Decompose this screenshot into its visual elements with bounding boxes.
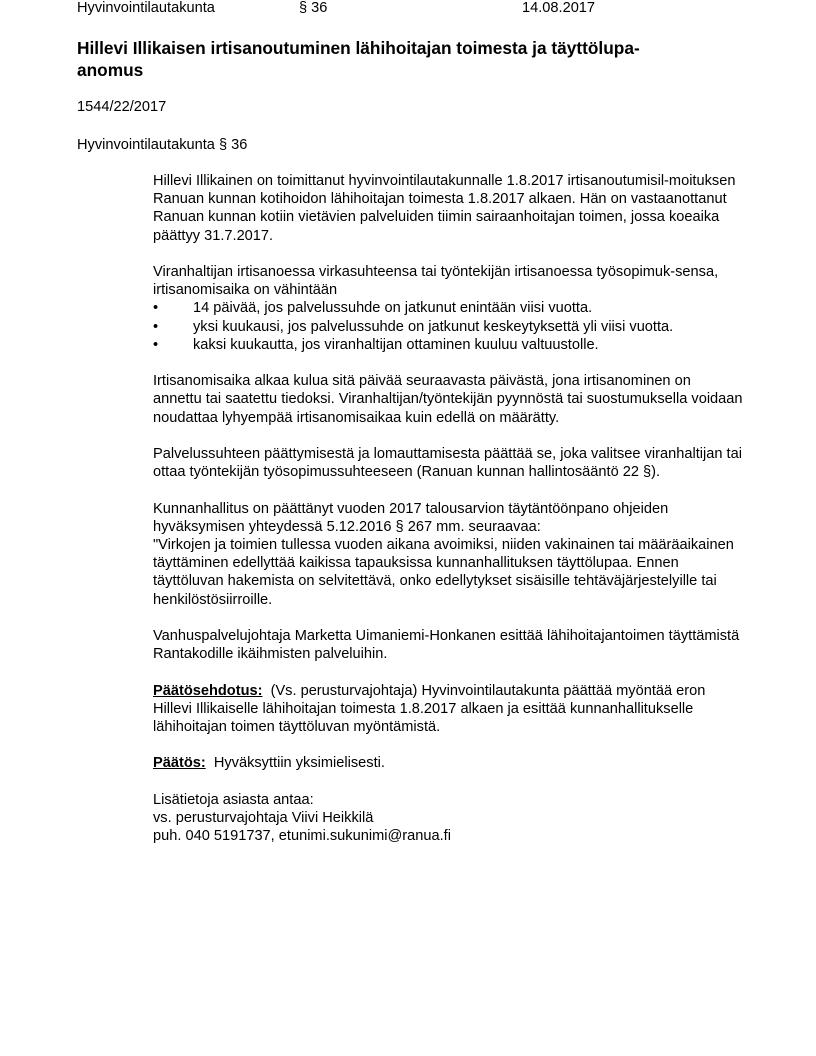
diary-number: 1544/22/2017 xyxy=(77,99,167,115)
contact-info xyxy=(153,791,743,846)
paragraph-notice-start: Irtisanomisaika alkaa kulua sitä päivää seuraavasta päivästä, jona irtisanominen on annettu tai saatettu tiedoksi. Viranhaltijan/työntekijän pyynnöstä tai suostumuksella voidaan noudattaa lyhyempää irtisanomisaikaa kuin edellä on määrätty. xyxy=(153,373,743,426)
paragraph-resignation: Hillevi Illikainen on toimittanut hyvinvointilautakunnalle 1.8.2017 irtisanoutumisil-moituksen Ranuan kunnan kotihoidon lähihoitajan toimesta 1.8.2017 alkaen. Hän on vastaanottanut Ranuan kunnan kotiin vietävien palveluiden tiimin sairaanhoitajan toimen, jossa koeaika päättyy 31.7.2017. xyxy=(153,173,736,244)
bullet-icon: • xyxy=(153,318,159,335)
header-section: § 36 xyxy=(299,0,328,16)
contact-phone-email[interactable]: puh. 040 5191737, etunimi.sukunimi@ranua.fi xyxy=(153,828,451,845)
notice-period-list xyxy=(153,299,743,354)
paragraph-notice-period-lead: Viranhaltijan irtisanoessa virkasuhteensa tai työntekijän irtisanoessa työsopimuk-sensa, irtisanomisaika on vähintään xyxy=(153,264,719,299)
bullet-icon: • xyxy=(153,336,159,353)
paragraph-filling-proposal: Vanhuspalvelujohtaja Marketta Uimaniemi-Honkanen esittää lähihoitajantoimen täyttämistä Rantakodille ikäihmisten palveluihin. xyxy=(153,628,740,663)
decision-proposal-text: (Vs. perusturvajohtaja) Hyvinvointilautakunta päättää myöntää eron Hillevi Illikaiselle lähihoitajan toimesta 1.8.2017 alkaen ja esittää kunnanhallitukselle lähihoitajan toimen täyttöluvan myöntämistä. xyxy=(153,682,706,735)
paragraph-termination-authority: Palvelussuhteen päättymisestä ja lomauttamisesta päättää se, joka valitsee viranhaltijan tai ottaa työntekijän työsopimussuhteeseen (Ranuan kunnan hallintosääntö 22 §). xyxy=(153,446,742,481)
contact-intro: Lisätietoja asiasta antaa: xyxy=(153,791,314,808)
budget-instructions-quote: "Virkojen ja toimien tullessa vuoden aikana avoimiksi, niiden vakinainen tai määräaikainen täyttäminen edellyttää kaikissa tapauksissa kunnanhallituksen täyttölupaa. Ennen täyttöluvan hakemista on selvitettävä, onko edellytykset sisäisille tehtäväjärjestelyille tai henkilöstösiirroille. xyxy=(153,537,734,608)
decision-proposal-label: Päätösehdotus: xyxy=(153,682,263,699)
contact-person: vs. perusturvajohtaja Viivi Heikkilä xyxy=(153,809,374,826)
budget-instructions-intro: Kunnanhallitus on päättänyt vuoden 2017 talousarvion täytäntöönpano ohjeiden hyväksymisen yhteydessä 5.12.2016 § 267 mm. seuraavaa: xyxy=(153,500,669,535)
paragraph-decision xyxy=(153,754,743,772)
document-title: Hillevi Illikaisen irtisanoutuminen lähihoitajan toimesta ja täyttölupa-anomus xyxy=(77,38,640,80)
page-header xyxy=(77,0,777,17)
paragraph-budget-instructions xyxy=(153,500,743,609)
paragraph-decision-proposal xyxy=(153,682,743,737)
list-item-text: kaksi kuukautta, jos viranhaltijan ottaminen kuuluu valtuustolle. xyxy=(193,336,599,353)
list-item-text: 14 päivää, jos palvelussuhde on jatkunut enintään viisi vuotta. xyxy=(193,300,593,317)
document-body xyxy=(153,172,743,864)
decision-label: Päätös: xyxy=(153,755,206,772)
header-date: 14.08.2017 xyxy=(522,0,596,16)
board-section: Hyvinvointilautakunta § 36 xyxy=(77,137,248,153)
header-board: Hyvinvointilautakunta xyxy=(77,0,215,16)
decision-text: Hyväksyttiin yksimielisesti. xyxy=(213,755,385,772)
list-item xyxy=(153,318,743,336)
list-item-text: yksi kuukausi, jos palvelussuhde on jatkunut keskeytyksettä yli viisi vuotta. xyxy=(193,318,674,335)
list-item xyxy=(153,299,743,317)
bullet-icon: • xyxy=(153,300,159,317)
list-item xyxy=(153,336,743,354)
